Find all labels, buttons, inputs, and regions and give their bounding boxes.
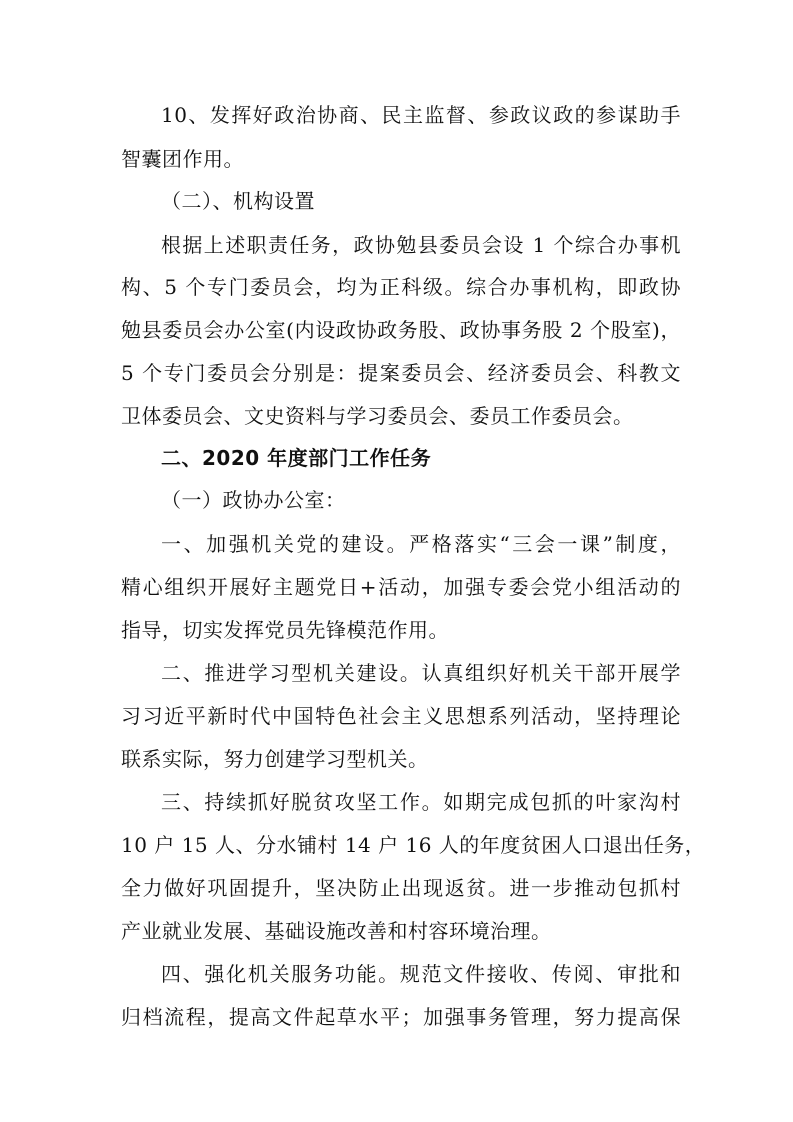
- item-1-line-3: 指导，切实发挥党员先锋模范作用。: [121, 618, 449, 642]
- para-org-line-2: 构、5 个专门委员会，均为正科级。综合办事机构，即政协: [121, 275, 681, 299]
- item-2-line-1: 二、推进学习型机关建设。认真组织好机关干部开展学: [161, 661, 681, 685]
- item-4-line-2: 归档流程，提高文件起草水平；加强事务管理，努力提高保: [121, 1005, 681, 1029]
- para-org-line-3: 勉县委员会办公室(内设政协政务股、政协事务股 2 个股室)，: [121, 318, 681, 342]
- item-1-line-1: 一、加强机关党的建设。严格落实“三会一课”制度，: [161, 532, 681, 556]
- para-org-line-4: 5 个专门委员会分别是：提案委员会、经济委员会、科教文: [121, 361, 681, 385]
- item-3-line-2: 10 户 15 人、分水铺村 14 户 16 人的年度贫困人口退出任务，: [121, 833, 706, 857]
- item-1-line-2: 精心组织开展好主题党日+活动，加强专委会党小组活动的: [121, 575, 681, 599]
- para-org-line-5: 卫体委员会、文史资料与学习委员会、委员工作委员会。: [121, 404, 634, 428]
- part-2-heading: 二、2020 年度部门工作任务: [161, 446, 432, 470]
- para-10-line-2: 智囊团作用。: [121, 147, 244, 171]
- subsection-1-heading: （一）政协办公室：: [161, 488, 346, 512]
- item-4-line-1: 四、强化机关服务功能。规范文件接收、传阅、审批和: [161, 962, 681, 986]
- item-2-line-2: 习习近平新时代中国特色社会主义思想系列活动，坚持理论: [121, 704, 681, 728]
- item-3-line-4: 产业就业发展、基础设施改善和村容环境治理。: [121, 919, 552, 943]
- para-org-line-1: 根据上述职责任务，政协勉县委员会设 1 个综合办事机: [161, 233, 681, 257]
- item-3-line-3: 全力做好巩固提升，坚决防止出现返贫。进一步推动包抓村: [121, 876, 681, 900]
- item-2-line-3: 联系实际，努力创建学习型机关。: [121, 747, 429, 771]
- para-10-line-1: 10、发挥好政治协商、民主监督、参政议政的参谋助手: [161, 103, 681, 127]
- item-3-line-1: 三、持续抓好脱贫攻坚工作。如期完成包抓的叶家沟村: [161, 790, 681, 814]
- section-2-heading: （二）、机构设置: [161, 189, 315, 213]
